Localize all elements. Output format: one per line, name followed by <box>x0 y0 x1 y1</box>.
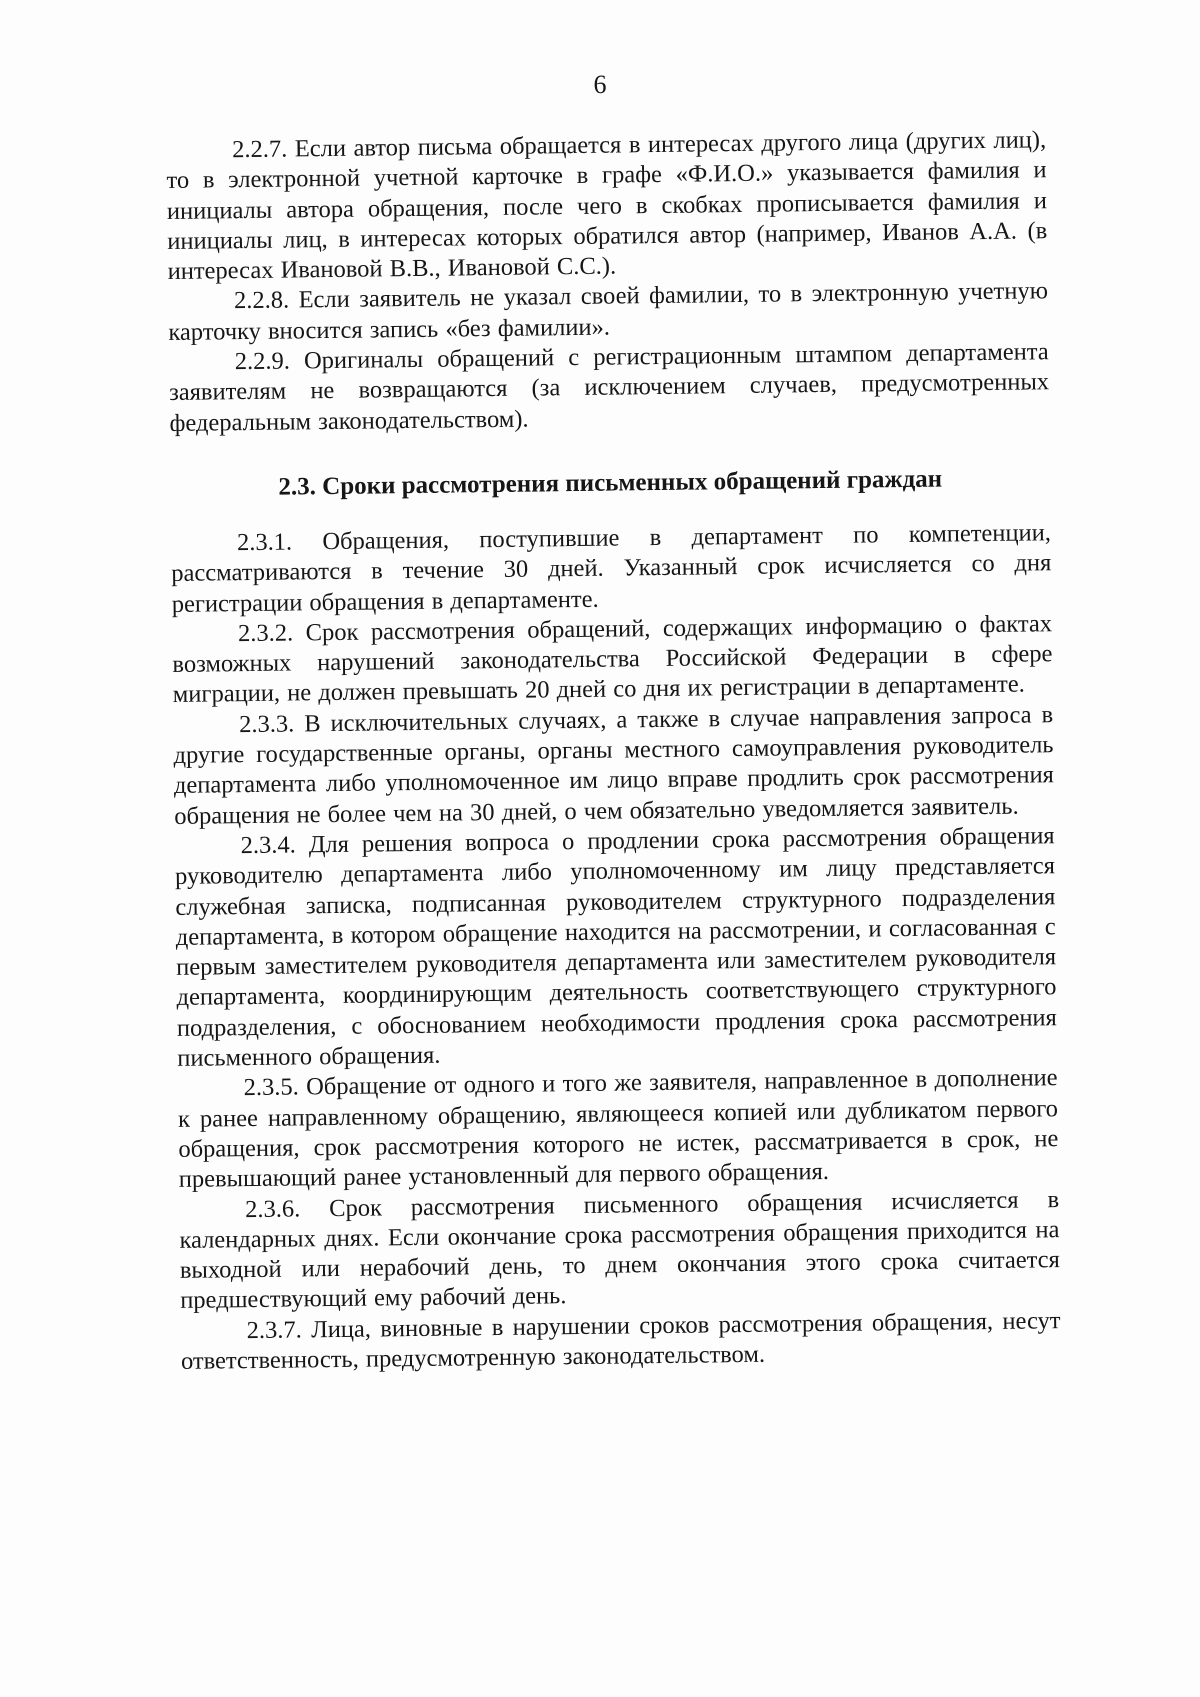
paragraph-2-3-1: 2.3.1. Обращения, поступившие в департамент по компетенции, рассматриваются в течение 30 дней. Указанный срок исчисляется со дня регистрации обращения в департаменте. <box>171 519 1052 618</box>
paragraph-2-3-6: 2.3.6. Срок рассмотрения письменного обращения исчисляется в календарных днях. Если окончание срока рассмотрения обращения приходится на выходной или нерабочий день, то днем окончания этого срока считается предшествующий ему рабочий день. <box>179 1185 1060 1315</box>
document-body <box>166 125 1061 1377</box>
paragraph-2-3-5: 2.3.5. Обращение от одного и того же заявителя, направленное в дополнение к ранее направленному обращению, являющееся копией или дубликатом первого обращения, срок рассмотрения которого не истек, рассматривается в срок, не превышающий ранее установленный для первого обращения. <box>177 1064 1059 1194</box>
paragraph-2-3-4: 2.3.4. Для решения вопроса о продлении срока рассмотрения обращения руководителю департамента либо уполномоченному им лицу представляется служебная записка, подписанная руководителем структурного подразделения департамента, в котором обращение находится на рассмотрении, и согласованная с первым заместителем руководителя департамента или заместителем руководителя департамента, координирующим деятельность соответствующего структурного подразделения, с обоснованием необходимости продления срока рассмотрения письменного обращения. <box>174 822 1057 1072</box>
paragraph-2-3-2: 2.3.2. Срок рассмотрения обращений, содержащих информацию о фактах возможных нарушений законодательства Российской Федерации в сфере миграции, не должен превышать 20 дней со дня их регистрации в департаменте. <box>172 610 1053 709</box>
paragraph-2-2-8: 2.2.8. Если заявитель не указал своей фамилии, то в электронную учетную карточку вносится запись «без фамилии». <box>168 277 1049 346</box>
paragraph-2-3-3: 2.3.3. В исключительных случаях, а также в случае направления запроса в другие государственные органы, органы местного самоуправления руководитель департамента либо уполномоченное им лицо вправе продлить срок рассмотрения обращения не более чем на 30 дней, о чем обязательно уведомляется заявитель. <box>173 700 1055 830</box>
page-number: 6 <box>593 70 607 99</box>
paragraph-2-3-7: 2.3.7. Лица, виновные в нарушении сроков рассмотрения обращения, несут ответственность, предусмотренную законодательством. <box>180 1306 1061 1375</box>
section-heading-2-3: 2.3. Сроки рассмотрения письменных обращений граждан <box>278 465 943 501</box>
paragraph-2-2-9: 2.2.9. Оригиналы обращений с регистрационным штампом департамента заявителям не возвращаются (за исключением случаев, предусмотренных федеральным законодательством). <box>168 338 1050 437</box>
paragraph-2-2-7: 2.2.7. Если автор письма обращается в интересах другого лица (других лиц), то в электронной учетной карточке в графе «Ф.И.О.» указывается фамилия и инициалы автора обращения, после чего в скобках прописывается фамилия и инициалы лиц, в интересах которых обратился автор (например, Иванов А.А. (в интересах Ивановой В.В., Ивановой С.С.). <box>166 126 1048 286</box>
